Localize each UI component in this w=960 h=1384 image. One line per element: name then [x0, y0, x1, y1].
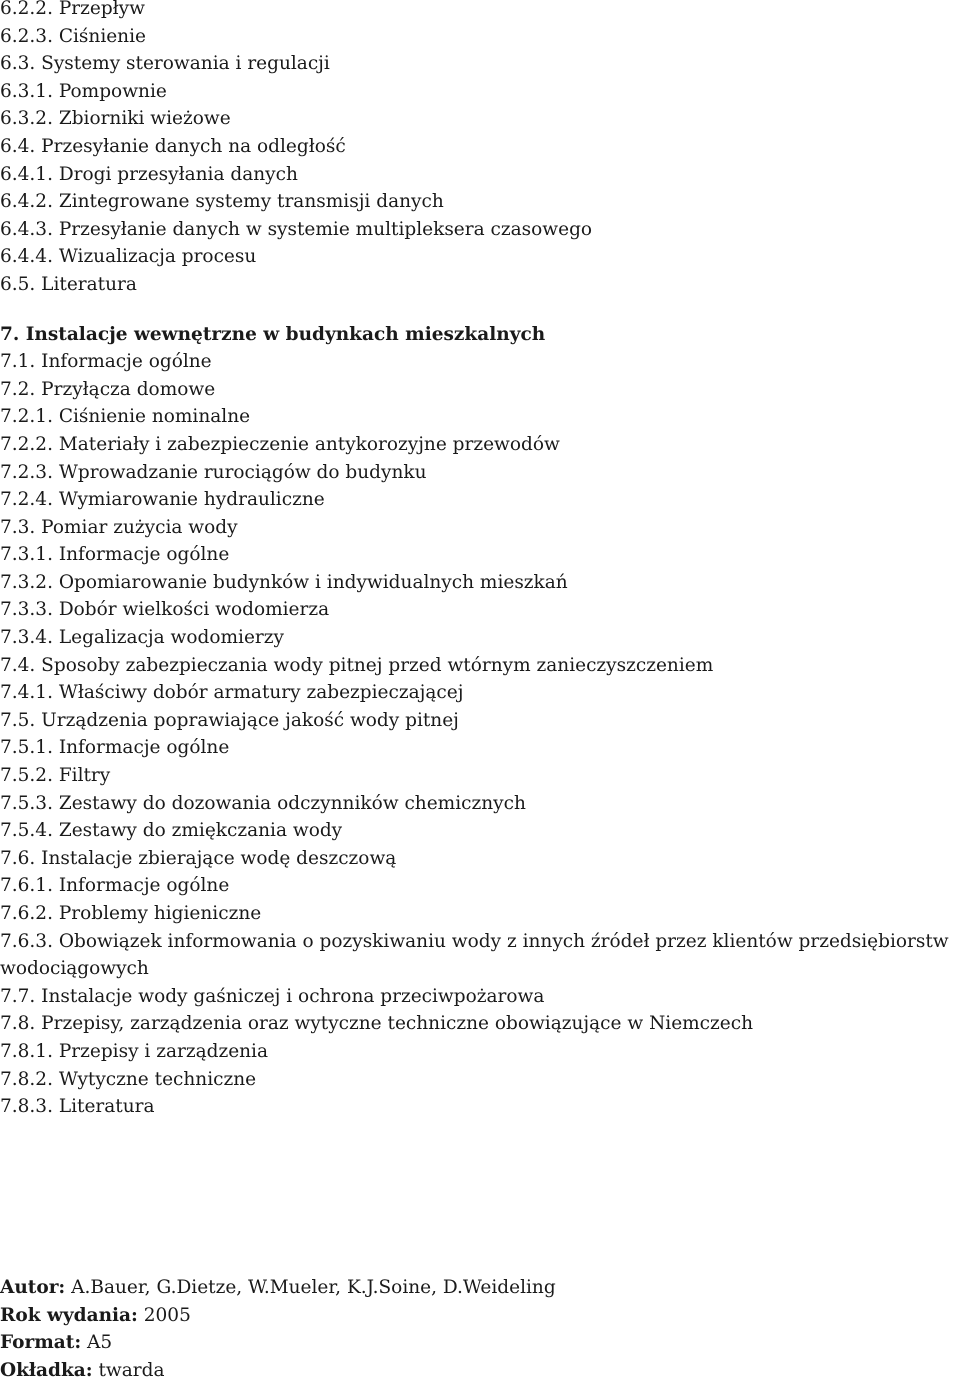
toc-entry: 7.3.1. Informacje ogólne [0, 544, 230, 566]
format-row [0, 1329, 960, 1357]
toc-entry: 7.8.3. Literatura [0, 1096, 155, 1118]
toc-entry: 7.2. Przyłącza domowe [0, 378, 216, 400]
toc-entry: 6.4.3. Przesyłanie danych w systemie multipleksera czasowego [0, 218, 593, 240]
toc-entry: 6.5. Literatura [0, 273, 137, 295]
toc-entry: 7.2.4. Wymiarowanie hydrauliczne [0, 489, 325, 511]
year-label: Rok wydania: [0, 1304, 138, 1326]
toc-entry: 7.5.2. Filtry [0, 765, 111, 787]
cover-value: twarda [92, 1359, 165, 1381]
toc-entry: 7.6.1. Informacje ogólne [0, 875, 230, 897]
toc-entry: 7.3. Pomiar zużycia wody [0, 516, 238, 538]
toc-entry: 7.6.3. Obowiązek informowania o pozyskiwaniu wody z innych źródeł przez klientów przedsiębiorstw wodociągowych [0, 930, 949, 980]
toc-entry: 6.3.2. Zbiorniki wieżowe [0, 108, 231, 130]
chapter-heading: 7. Instalacje wewnętrzne w budynkach mieszkalnych [0, 323, 546, 345]
toc-entry: 7.8.1. Przepisy i zarządzenia [0, 1040, 268, 1062]
toc-entry: 6.4. Przesyłanie danych na odległość [0, 135, 346, 157]
toc-entry: 7.2.2. Materiały i zabezpieczenie antykorozyjne przewodów [0, 433, 560, 455]
format-value: A5 [81, 1332, 113, 1354]
toc-entry: 7.3.4. Legalizacja wodomierzy [0, 627, 284, 649]
toc-entry: 7.4.1. Właściwy dobór armatury zabezpieczającej [0, 682, 464, 704]
toc-entry: 6.2.2. Przepływ [0, 0, 145, 19]
toc-entry: 7.5.3. Zestawy do dozowania odczynników chemicznych [0, 792, 526, 814]
toc-entry: 7.5. Urządzenia poprawiające jakość wody pitnej [0, 709, 459, 731]
toc-entry: 7.2.3. Wprowadzanie rurociągów do budynku [0, 461, 427, 483]
cover-label: Okładka: [0, 1359, 93, 1381]
author-row [0, 1274, 960, 1302]
author-label: Autor: [0, 1277, 66, 1298]
toc-entry: 7.5.4. Zestawy do zmiękczania wody [0, 820, 343, 842]
toc-entry: 7.4. Sposoby zabezpieczania wody pitnej przed wtórnym zanieczyszczeniem [0, 654, 714, 676]
year-row [0, 1302, 960, 1330]
toc-entry: 7.6.2. Problemy higieniczne [0, 903, 262, 924]
toc-entry: 6.2.3. Ciśnienie [0, 25, 146, 47]
toc-entry: 7.8. Przepisy, zarządzenia oraz wytyczne techniczne obowiązujące w Niemczech [0, 1013, 754, 1035]
year-value: 2005 [137, 1304, 191, 1326]
toc-entry: 7.3.2. Opomiarowanie budynków i indywidualnych mieszkań [0, 571, 568, 593]
section-spacer [0, 299, 960, 321]
toc-entry: 6.4.1. Drogi przesyłania danych [0, 163, 298, 185]
book-metadata [0, 1274, 960, 1384]
toc-entry: 7.6. Instalacje zbierające wodę deszczową [0, 847, 397, 869]
toc-entry: 6.3. Systemy sterowania i regulacji [0, 53, 330, 75]
author-value: A.Bauer, G.Dietze, W.Mueler, K.J.Soine, D.Weideling [65, 1277, 556, 1298]
toc-entry: 7.7. Instalacje wody gaśniczej i ochrona przeciwpożarowa [0, 985, 545, 1007]
toc-entry: 7.1. Informacje ogólne [0, 351, 212, 373]
toc-entry: 7.2.1. Ciśnienie nominalne [0, 406, 251, 428]
toc-entry: 6.4.2. Zintegrowane systemy transmisji danych [0, 191, 444, 213]
toc-entry: 6.3.1. Pompownie [0, 80, 167, 102]
toc-entry: 6.4.4. Wizualizacja procesu [0, 246, 257, 268]
format-label: Format: [0, 1332, 82, 1354]
toc-entry: 7.8.2. Wytyczne techniczne [0, 1068, 257, 1090]
toc-entry: 7.5.1. Informacje ogólne [0, 737, 230, 759]
toc-entry: 7.3.3. Dobór wielkości wodomierza [0, 599, 330, 621]
